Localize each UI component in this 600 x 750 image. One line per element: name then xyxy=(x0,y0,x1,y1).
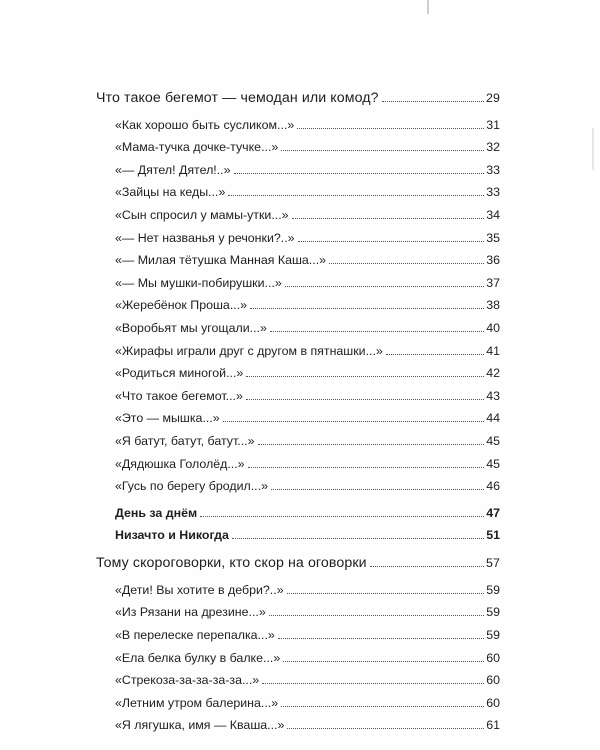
toc-leader-dots xyxy=(246,399,484,400)
toc-entry[interactable] xyxy=(96,267,500,290)
toc-leader-dots xyxy=(270,331,484,332)
toc-page-number: 61 xyxy=(486,718,500,733)
toc-entry-title: «Как хорошо быть сусликом...» xyxy=(115,117,295,132)
toc-leader-dots xyxy=(292,218,484,219)
toc-entry-bold[interactable] xyxy=(96,520,500,543)
toc-page-number: 38 xyxy=(486,298,500,313)
toc-leader-dots xyxy=(248,467,484,468)
toc-leader-dots xyxy=(281,706,484,707)
toc-leader-dots xyxy=(228,195,484,196)
toc-section-title: Тому скороговорки, кто скор на оговорки xyxy=(96,556,367,571)
toc-leader-dots xyxy=(298,241,484,242)
toc-leader-dots xyxy=(283,661,484,662)
toc-entry-title: «Дядюшка Гололёд...» xyxy=(115,456,245,471)
toc-entry[interactable] xyxy=(96,109,500,132)
toc-leader-dots xyxy=(246,376,484,377)
toc-entry-title: «В перелеске перепалка...» xyxy=(115,628,275,643)
toc-section-title: Что такое бегемот — чемодан или комод? xyxy=(96,91,379,105)
toc-entry-title: «Это — мышка...» xyxy=(115,411,220,426)
toc-entry-title: «Летним утром балерина...» xyxy=(115,695,279,710)
toc-entry-title: «Из Рязани на дрезине...» xyxy=(115,605,266,620)
toc-entry-title: Низачто и Никогда xyxy=(115,528,229,543)
toc-entry[interactable] xyxy=(96,425,500,448)
toc-entry-title: «Гусь по берегу бродил...» xyxy=(115,479,268,494)
toc-leader-dots xyxy=(262,683,484,684)
toc-entry[interactable] xyxy=(96,222,500,245)
toc-page-number: 44 xyxy=(486,411,500,426)
toc-page-number: 43 xyxy=(486,388,500,403)
toc-entry-title: «Дети! Вы хотите в дебри?..» xyxy=(115,582,284,597)
toc-entry[interactable] xyxy=(96,642,500,665)
toc-entry[interactable] xyxy=(96,358,500,381)
toc-page-number: 31 xyxy=(486,117,500,132)
toc-entry[interactable] xyxy=(96,290,500,313)
toc-leader-dots xyxy=(269,615,484,616)
toc-entry-title: «Жеребёнок Проша...» xyxy=(115,298,248,313)
toc-page-number: 57 xyxy=(486,556,500,571)
toc-entry-title: «Ела белка булку в балке...» xyxy=(115,650,281,665)
toc-entry-title: «Сын спросил у мамы-утки...» xyxy=(115,207,289,222)
toc-entry-bold[interactable] xyxy=(96,497,500,520)
toc-entry[interactable] xyxy=(96,177,500,200)
toc-page-number: 37 xyxy=(486,275,500,290)
toc-entry[interactable] xyxy=(96,574,500,597)
toc-entry-title: «Я батут, батут, батут...» xyxy=(115,433,255,448)
toc-entry-title: День за днём xyxy=(115,505,198,520)
toc-leader-dots xyxy=(382,101,484,102)
toc-entry-title: «Мама-тучка дочке-тучке...» xyxy=(115,140,279,155)
toc-leader-dots xyxy=(258,444,485,445)
toc-page-number: 60 xyxy=(486,673,500,688)
toc-entry-title: «Родиться миногой...» xyxy=(115,366,244,381)
toc-entry-title: «Стрекоза-за-за-за-за...» xyxy=(115,673,260,688)
toc-section-heading[interactable] xyxy=(96,547,500,570)
toc-entry-title: «— Милая тётушка Манная Каша...» xyxy=(115,253,327,268)
toc-page-number: 41 xyxy=(486,343,500,358)
toc-page-number: 45 xyxy=(486,433,500,448)
toc-page-number: 59 xyxy=(486,628,500,643)
toc-page-number: 45 xyxy=(486,456,500,471)
toc-page-number: 36 xyxy=(486,253,500,268)
toc-page-number: 59 xyxy=(486,605,500,620)
toc-entry[interactable] xyxy=(96,199,500,222)
toc-entry[interactable] xyxy=(96,687,500,710)
toc-entry[interactable] xyxy=(96,132,500,155)
toc-entry-title: «— Дятел! Дятел!..» xyxy=(115,162,231,177)
toc-page-number: 59 xyxy=(486,582,500,597)
toc-entry-title: «Воробьят мы угощали...» xyxy=(115,320,267,335)
toc-entry[interactable] xyxy=(96,448,500,471)
toc-leader-dots xyxy=(278,638,484,639)
toc-leader-dots xyxy=(285,286,484,287)
toc-leader-dots xyxy=(329,263,484,264)
toc-section-heading[interactable] xyxy=(96,82,500,105)
toc-entry[interactable] xyxy=(96,154,500,177)
toc-leader-dots xyxy=(281,150,484,151)
toc-entry[interactable] xyxy=(96,665,500,688)
toc-page-number: 42 xyxy=(486,366,500,381)
toc-entry[interactable] xyxy=(96,312,500,335)
toc-leader-dots xyxy=(386,354,484,355)
toc-entry[interactable] xyxy=(96,380,500,403)
toc-entry[interactable] xyxy=(96,471,500,494)
toc-entry[interactable] xyxy=(96,710,500,733)
toc-page-number: 60 xyxy=(486,650,500,665)
toc-page-number: 33 xyxy=(486,185,500,200)
toc-page-number: 33 xyxy=(486,162,500,177)
toc-entry-title: «— Нет названья у речонки?..» xyxy=(115,230,295,245)
toc-leader-dots xyxy=(200,516,484,517)
toc-leader-dots xyxy=(223,421,484,422)
toc-leader-dots xyxy=(297,128,484,129)
toc-entry-title: «Что такое бегемот...» xyxy=(115,388,243,403)
toc-page-number: 60 xyxy=(486,695,500,710)
toc-page-number: 40 xyxy=(486,320,500,335)
toc-page-number: 34 xyxy=(486,207,500,222)
toc-page-number: 47 xyxy=(486,505,500,520)
toc-entry[interactable] xyxy=(96,245,500,268)
toc-entry-title: «Я лягушка, имя — Кваша...» xyxy=(115,718,285,733)
toc-page-number: 51 xyxy=(486,528,500,543)
toc-entry-title: «— Мы мушки-побирушки...» xyxy=(115,275,282,290)
toc-leader-dots xyxy=(232,538,484,539)
top-edge-mark xyxy=(427,0,429,14)
toc-entry[interactable] xyxy=(96,619,500,642)
toc-page-number: 46 xyxy=(486,479,500,494)
toc-entry[interactable] xyxy=(96,403,500,426)
toc-leader-dots xyxy=(271,489,484,490)
toc-entry-title: «Жирафы играли друг с другом в пятнашки...» xyxy=(115,343,383,358)
toc-entry[interactable] xyxy=(96,335,500,358)
toc-page-number: 29 xyxy=(486,91,500,105)
toc-entry-title: «Зайцы на кеды...» xyxy=(115,185,226,200)
toc-leader-dots xyxy=(234,173,484,174)
toc-page-number: 32 xyxy=(486,140,500,155)
toc-page-number: 35 xyxy=(486,230,500,245)
toc-leader-dots xyxy=(287,593,484,594)
toc-leader-dots xyxy=(370,566,484,567)
toc-leader-dots xyxy=(287,728,484,729)
table-of-contents xyxy=(96,82,500,732)
toc-leader-dots xyxy=(250,308,484,309)
toc-entry[interactable] xyxy=(96,597,500,620)
page-edge-shadow xyxy=(592,128,594,170)
